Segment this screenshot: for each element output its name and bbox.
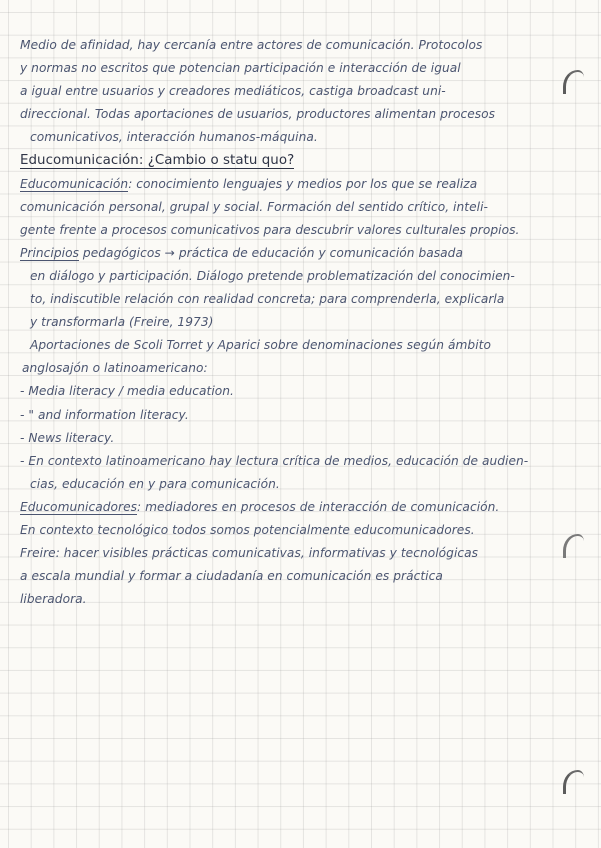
note-line: comunicación personal, grupal y social. Formación del sentido crítico, inteli- [20, 199, 488, 214]
note-line: en diálogo y participación. Diálogo pretende problematización del conocimien- [30, 268, 515, 283]
list-item: - Media literacy / media education. [20, 384, 234, 399]
note-line: cias, educación en y para comunicación. [30, 476, 280, 491]
note-line: anglosajón o latinoamericano: [22, 361, 208, 376]
note-line: Educomunicación: conocimiento lenguajes y medios por los que se realiza [20, 176, 478, 191]
underlined-term: Principios [20, 245, 79, 260]
note-line: Principios pedagógicos → práctica de educación y comunicación basada [20, 245, 463, 260]
underlined-term: Educomunicación [20, 176, 129, 191]
note-line: Medio de afinidad, hay cercanía entre actores de comunicación. Protocolos [20, 38, 483, 52]
note-line: y normas no escritos que potencian participación e interacción de igual [20, 61, 461, 76]
note-line: Educomunicadores: mediadores en procesos de interacción de comunicación. [20, 499, 500, 514]
note-line: comunicativos, interacción humanos-máquina. [30, 130, 318, 145]
list-item: - News literacy. [20, 430, 115, 445]
note-line: Aportaciones de Scoli Torret y Aparici sobre denominaciones según ámbito [30, 338, 491, 353]
note-line: y transformarla (Freire, 1973) [30, 315, 214, 330]
list-item: - En contexto latinoamericano hay lectura crítica de medios, educación de audien- [20, 453, 529, 468]
binder-hole [563, 770, 584, 794]
note-line: liberadora. [20, 592, 87, 607]
section-heading [20, 149, 582, 172]
handwritten-notes [20, 34, 582, 611]
note-line: En contexto tecnológico todos somos potencialmente educomunicadores. [20, 522, 475, 537]
section-heading-text: Educomunicación: ¿Cambio o statu quo? [20, 153, 295, 169]
note-line: a escala mundial y formar a ciudadanía en comunicación es práctica [20, 569, 443, 584]
underlined-term: Educomunicadores [20, 499, 138, 514]
note-line: gente frente a procesos comunicativos para descubrir valores culturales propios. [20, 222, 520, 237]
list-item: - " and information literacy. [20, 407, 189, 422]
note-line: direccional. Todas aportaciones de usuarios, productores alimentan procesos [20, 107, 496, 122]
note-line: a igual entre usuarios y creadores mediáticos, castiga broadcast uni- [20, 84, 446, 99]
note-line: to, indiscutible relación con realidad concreta; para comprenderla, explicarla [30, 292, 505, 307]
note-line: Freire: hacer visibles prácticas comunicativas, informativas y tecnológicas [20, 546, 479, 561]
